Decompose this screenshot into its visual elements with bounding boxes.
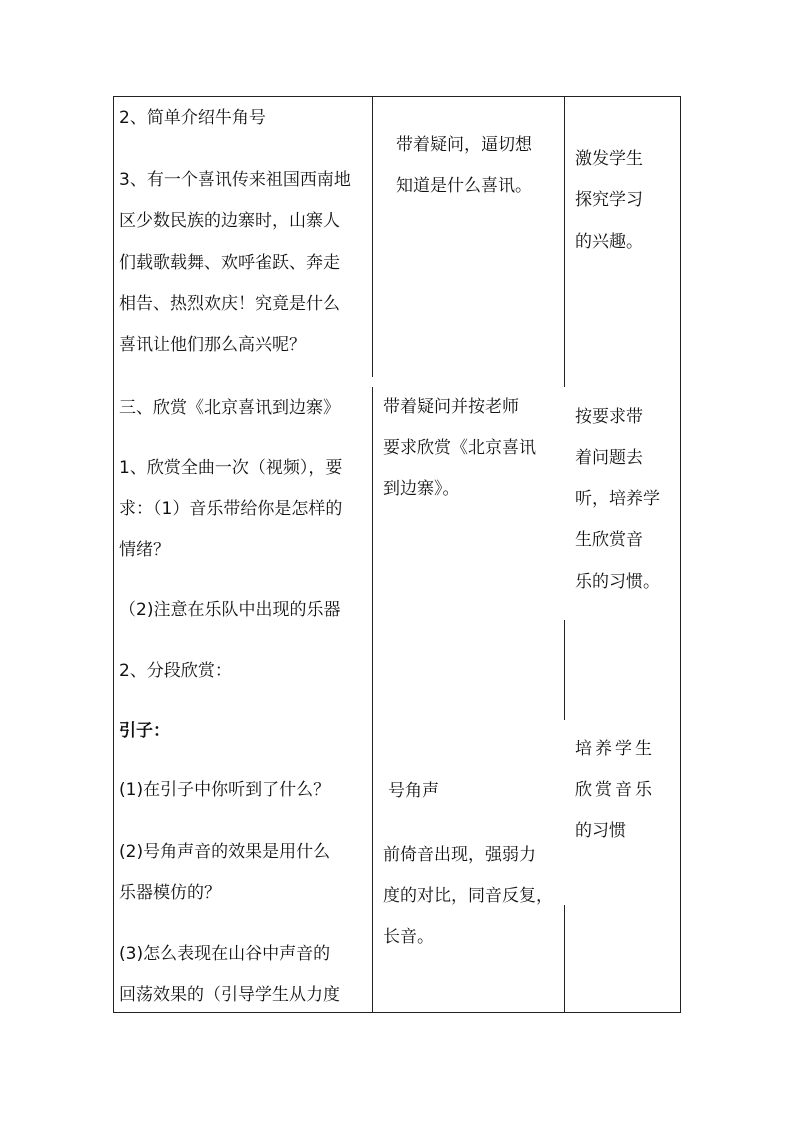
table-cell-text: (1)在引子中你听到了什么？ bbox=[119, 780, 331, 800]
section-heading: 引子： bbox=[119, 721, 170, 741]
table-cell-text: (3)怎么表现在山谷中声音的 bbox=[119, 944, 331, 964]
table-cell-text: 相告、热烈欢庆！究竟是什么 bbox=[119, 294, 340, 314]
table-cell-text: 度的对比，同音反复， bbox=[383, 886, 553, 906]
table-cell-text: 喜讯让他们那么高兴呢？ bbox=[119, 335, 306, 355]
table-cell-text: 着问题去 bbox=[575, 448, 643, 468]
table-cell-text: 们载歌载舞、欢呼雀跃、奔走 bbox=[119, 253, 340, 273]
table-cell-text: 欣赏音乐 bbox=[575, 780, 655, 800]
table-cell-text: 要求欣赏《北京喜讯 bbox=[383, 438, 536, 458]
table-cell-text: 的兴趣。 bbox=[575, 232, 643, 252]
table-cell-text: 培养学生 bbox=[575, 739, 655, 759]
table-cell-text: 乐的习惯。 bbox=[575, 572, 660, 592]
table-cell-text: 带着疑问，逼切想 bbox=[396, 135, 532, 155]
table-cell-text: 区少数民族的边寨时，山寨人 bbox=[119, 211, 340, 231]
table-cell-text: 2、分段欣赏： bbox=[119, 661, 232, 681]
table-cell-text: 1、欣赏全曲一次（视频），要 bbox=[119, 458, 343, 478]
column-divider bbox=[564, 905, 565, 1012]
table-cell-text: 回荡效果的（引导学生从力度 bbox=[119, 985, 340, 1005]
table-cell-text: 长音。 bbox=[383, 927, 434, 947]
table-cell-text: 听，培养学 bbox=[575, 489, 660, 509]
table-cell-text: 情绪？ bbox=[119, 540, 170, 560]
column-divider bbox=[564, 620, 565, 720]
table-cell-text: 三、欣赏《北京喜讯到边寨》 bbox=[119, 398, 340, 418]
column-divider bbox=[564, 97, 565, 387]
table-cell-text: 知道是什么喜讯。 bbox=[396, 176, 532, 196]
table-cell-text: 按要求带 bbox=[575, 407, 643, 427]
table-cell-text: 到边寨》。 bbox=[383, 479, 460, 499]
table-cell-text: 乐器模仿的？ bbox=[119, 883, 221, 903]
table-cell-text: (2)号角声音的效果是用什么 bbox=[119, 842, 331, 862]
column-divider bbox=[372, 97, 373, 377]
table-cell-text: 号角声 bbox=[388, 781, 439, 801]
table-cell-text: 的习惯 bbox=[575, 821, 626, 841]
table-cell-text: 探究学习 bbox=[575, 190, 643, 210]
column-divider bbox=[372, 387, 373, 1012]
table-cell-text: 激发学生 bbox=[575, 149, 643, 169]
table-cell-text: 求：（1）音乐带给你是怎样的 bbox=[119, 499, 343, 519]
table-cell-text: 带着疑问并按老师 bbox=[383, 397, 519, 417]
table-cell-text: （2)注意在乐队中出现的乐器 bbox=[119, 600, 341, 620]
table-cell-text: 生欣赏音 bbox=[575, 530, 643, 550]
table-cell-text: 2、简单介绍牛角号 bbox=[119, 108, 266, 128]
table-cell-text: 前倚音出现，强弱力 bbox=[383, 845, 536, 865]
table-cell-text: 3、有一个喜讯传来祖国西南地 bbox=[119, 170, 351, 190]
